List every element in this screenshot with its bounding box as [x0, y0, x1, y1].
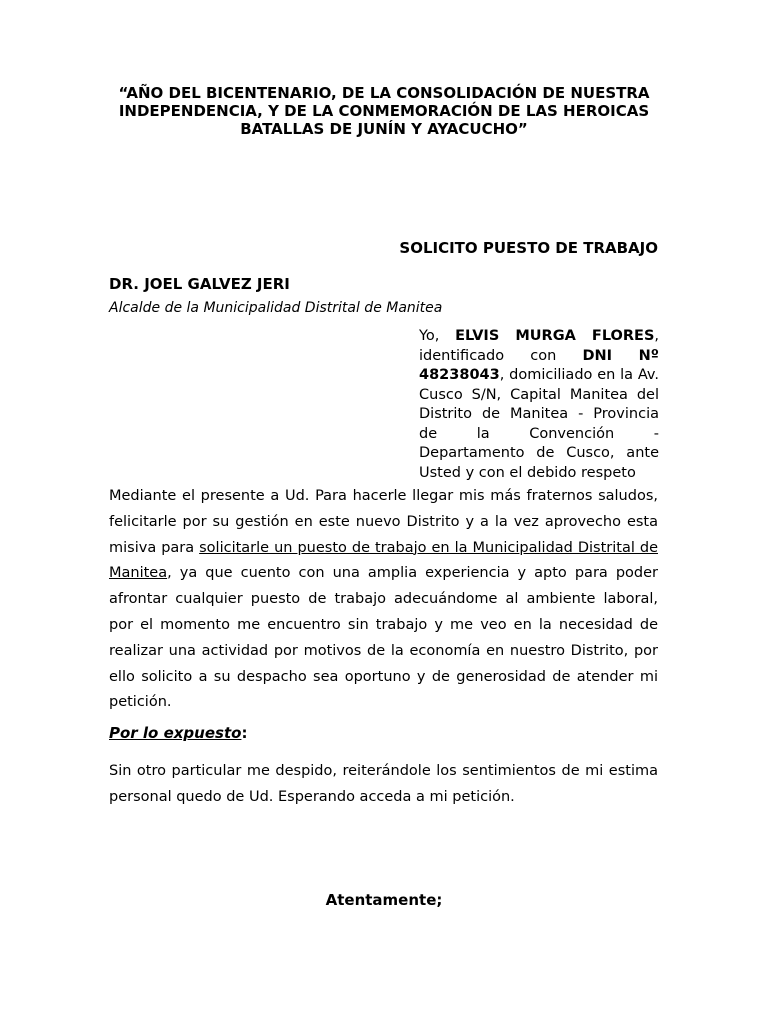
intro-after-name: , identificado con — [419, 328, 659, 364]
recipient-name: DR. JOEL GALVEZ JERI — [109, 275, 290, 293]
applicant-intro-text — [419, 327, 659, 482]
applicant-intro-block — [419, 327, 659, 482]
closing-paragraph: Sin otro particular me despido, reiterándole los sentimientos de mi estima personal quedo de Ud. Esperando acceda a mi petición. — [109, 763, 658, 805]
expuesto-label: Por lo expuesto — [109, 724, 242, 742]
request-paragraph — [109, 484, 658, 716]
request-underlined: solicitarle un puesto de trabajo en la Municipalidad Distrital de Manitea — [109, 539, 658, 582]
por-lo-expuesto-heading — [109, 724, 247, 742]
request-part-2: , ya que cuento con una amplia experiencia y apto para poder afrontar cualquier puesto de trabajo adecuándome al ambiente laboral, por el momento me encuentro sin trabajo y me veo en la necesidad de realizar una actividad por motivos de la economía en nuestro Distrito, por ello solicito a su despacho sea oportuno y de generosidad de atender mi petición. — [109, 565, 658, 711]
sign-off: Atentamente; — [325, 891, 443, 909]
intro-rest: , domiciliado en la Av. Cusco S/N, Capital Manitea del Distrito de Manitea - Provincia de la Convención - Departamento de Cusco, ante Usted y con el debido respeto — [419, 367, 659, 481]
applicant-dni: DNI Nº 48238043 — [419, 347, 659, 383]
expuesto-colon: : — [241, 724, 248, 742]
applicant-name: ELVIS MURGA FLORES — [455, 328, 655, 344]
intro-prefix: Yo, — [419, 328, 456, 344]
recipient-title: Alcalde de la Municipalidad Distrital de Manitea — [109, 300, 443, 316]
subject-line: SOLICITO PUESTO DE TRABAJO — [399, 239, 658, 257]
request-part-1: Mediante el presente a Ud. Para hacerle llegar mis más fraternos saludos, felicitarle por su gestión en este nuevo Distrito y a la vez aprovecho esta misiva para — [109, 488, 658, 556]
year-motto-header: “AÑO DEL BICENTENARIO, DE LA CONSOLIDACIÓN DE NUESTRA INDEPENDENCIA, Y DE LA CONMEMORACIÓN DE LAS HEROICAS BATALLAS DE JUNÍN Y AYACUCHO” — [118, 84, 650, 138]
